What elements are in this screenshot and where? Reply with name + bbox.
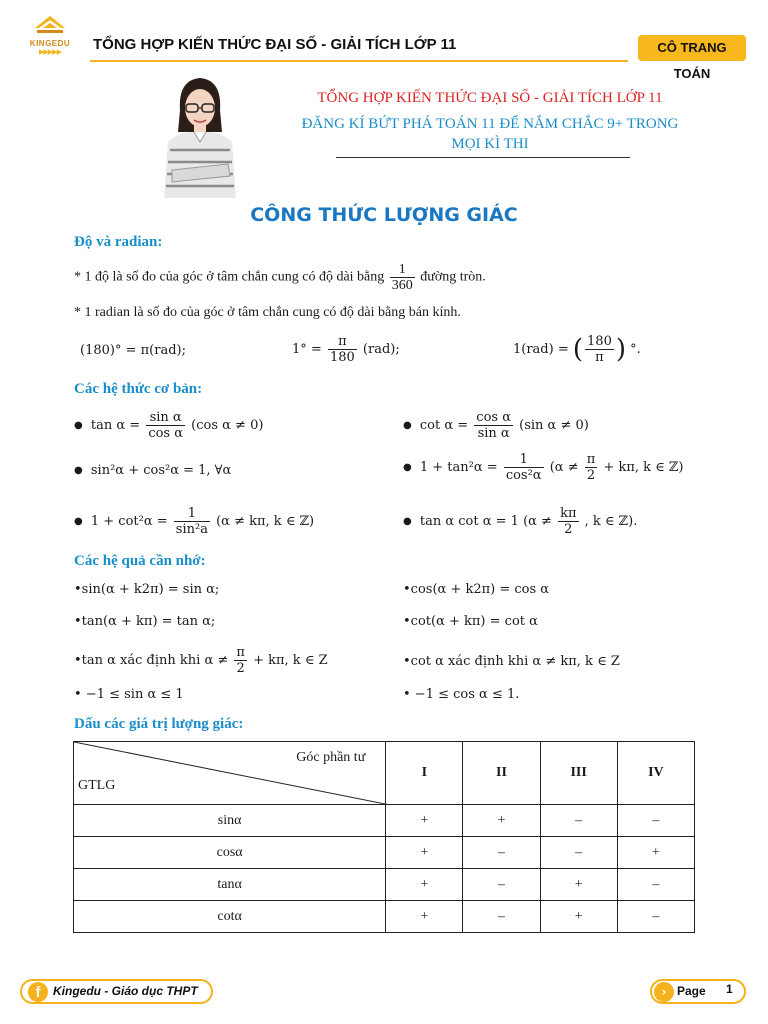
intro-subtitle-line1: ĐĂNG KÍ BỨT PHÁ TOÁN 11 ĐỂ NẮM CHẮC 9+ TRONG bbox=[301, 116, 679, 132]
frac-num: 1 bbox=[504, 452, 544, 468]
corollary-sin-range: • −1 ≤ sin α ≤ 1 bbox=[74, 687, 184, 702]
sign-cell: + bbox=[463, 805, 540, 837]
table-row bbox=[74, 837, 695, 869]
fraction-1-360 bbox=[390, 262, 415, 293]
sign-cell: – bbox=[463, 869, 540, 901]
f3-post: °. bbox=[630, 342, 641, 357]
row-label: tanα bbox=[74, 869, 386, 901]
facebook-link[interactable] bbox=[20, 979, 213, 1004]
facebook-text: Kingedu - Giáo dục THPT bbox=[53, 984, 198, 998]
bullet-icon: ● bbox=[403, 420, 412, 431]
frac-den: 2 bbox=[586, 468, 596, 483]
intro-subtitle bbox=[260, 114, 720, 154]
cot-cond: (sin α ≠ 0) bbox=[519, 418, 589, 433]
corollary-cot-domain: •cot α xác định khi α ≠ kπ, k ∈ Z bbox=[403, 654, 620, 669]
fraction-1-sin2 bbox=[174, 506, 210, 537]
tansq-pre: 1 + tan²α = bbox=[419, 460, 498, 475]
sign-cell: – bbox=[540, 837, 617, 869]
frac-den: 360 bbox=[391, 278, 413, 293]
page-number: 1 bbox=[726, 982, 733, 996]
sign-cell: – bbox=[540, 805, 617, 837]
frac-den: 180 bbox=[329, 350, 355, 365]
page-label: Page bbox=[677, 984, 706, 998]
tansq-cond-post: + kπ, k ∈ ℤ) bbox=[603, 460, 684, 475]
formula-180-deg: (180)° = π(rad); bbox=[80, 343, 186, 358]
frac-num: kπ bbox=[560, 506, 577, 521]
tan-domain-pre: •tan α xác định khi α ≠ bbox=[74, 653, 229, 668]
column-header: III bbox=[540, 742, 617, 805]
f3-pre: 1(rad) = bbox=[513, 342, 569, 357]
row-label: sinα bbox=[74, 805, 386, 837]
tan-pre: tan α = bbox=[90, 418, 141, 433]
cotsq-pre: 1 + cot²α = bbox=[90, 514, 168, 529]
logo-text: KINGEDU bbox=[29, 39, 71, 48]
sign-cell: – bbox=[617, 901, 694, 933]
bullet-icon: ● bbox=[74, 516, 83, 527]
heading-sign-table: Dấu các giá trị lượng giác: bbox=[74, 716, 244, 732]
corner-gtlg-label: GTLG bbox=[78, 778, 116, 793]
fraction-pi-2 bbox=[234, 645, 247, 676]
frac-num: 180 bbox=[587, 334, 612, 349]
row-label: cosα bbox=[74, 837, 386, 869]
table-corner-cell bbox=[74, 742, 386, 805]
tancot-post: , k ∈ ℤ). bbox=[584, 514, 638, 529]
sign-cell: + bbox=[540, 901, 617, 933]
f2-pre: 1° = bbox=[292, 342, 322, 357]
sign-cell: + bbox=[540, 869, 617, 901]
frac-num: 1 bbox=[390, 262, 415, 278]
identity-tan bbox=[74, 410, 263, 441]
identity-pythagorean bbox=[74, 463, 231, 478]
frac-den: 2 bbox=[236, 661, 245, 676]
column-header: I bbox=[386, 742, 463, 805]
fraction-180-pi bbox=[585, 334, 614, 365]
fraction-kpi-2 bbox=[558, 506, 578, 537]
frac-den: sin α bbox=[477, 426, 510, 441]
intro-underline bbox=[336, 157, 630, 158]
f2-post: (rad); bbox=[362, 342, 400, 357]
corollary-sin-period: •sin(α + k2π) = sin α; bbox=[74, 582, 220, 597]
cotsq-cond: (α ≠ kπ, k ∈ ℤ) bbox=[216, 514, 315, 529]
degree-def-end: đường tròn. bbox=[420, 269, 486, 285]
degree-definition bbox=[74, 262, 486, 293]
bullet-icon: ● bbox=[403, 462, 412, 473]
identity-tan-sq bbox=[403, 452, 684, 483]
radian-definition: * 1 radian là số đo của góc ở tâm chắn cung có độ dài bằng bán kính. bbox=[74, 305, 461, 320]
teacher-badge: CÔ TRANG TOÁN bbox=[638, 35, 746, 61]
crown-icon bbox=[33, 14, 67, 38]
paren-left: ( bbox=[572, 334, 584, 365]
kingedu-logo bbox=[22, 14, 78, 66]
table-header-row bbox=[74, 742, 695, 805]
sign-table bbox=[73, 741, 695, 933]
fraction-cos-sin bbox=[474, 410, 513, 441]
frac-den: sin²a bbox=[175, 522, 208, 537]
bullet-icon: ● bbox=[74, 465, 83, 476]
header-divider bbox=[90, 60, 628, 62]
corollary-tan-domain bbox=[74, 645, 328, 676]
corollary-cos-range: • −1 ≤ cos α ≤ 1. bbox=[403, 687, 520, 702]
intro-subtitle-line2: MỌI KÌ THI bbox=[451, 136, 529, 152]
degree-def-text: * 1 độ là số đo của góc ở tâm chắn cung có độ dài bằng bbox=[74, 269, 385, 285]
frac-num: sin α bbox=[146, 410, 185, 426]
facebook-icon: f bbox=[28, 982, 48, 1002]
frac-den: cos²α bbox=[505, 468, 542, 483]
sign-cell: – bbox=[463, 901, 540, 933]
identity-cot-sq bbox=[74, 506, 314, 537]
bullet-icon: ● bbox=[403, 516, 412, 527]
table-row bbox=[74, 901, 695, 933]
heading-degree-radian: Độ và radian: bbox=[74, 234, 163, 250]
fraction-1-cos2 bbox=[504, 452, 544, 483]
frac-den: π bbox=[595, 350, 604, 365]
corollary-tan-period: •tan(α + kπ) = tan α; bbox=[74, 614, 216, 629]
sign-cell: – bbox=[617, 805, 694, 837]
sign-cell: + bbox=[617, 837, 694, 869]
pythagorean-text: sin²α + cos²α = 1, ∀α bbox=[90, 463, 232, 478]
sign-cell: – bbox=[617, 869, 694, 901]
frac-den: cos α bbox=[148, 426, 184, 441]
tancot-pre: tan α cot α = 1 (α ≠ bbox=[419, 514, 552, 529]
tansq-cond-pre: (α ≠ bbox=[549, 460, 579, 475]
frac-num: π bbox=[586, 452, 596, 467]
page-header bbox=[0, 0, 768, 81]
heading-corollaries: Các hệ quả cần nhớ: bbox=[74, 553, 206, 569]
table-row bbox=[74, 869, 695, 901]
fraction-sin-cos bbox=[146, 410, 185, 441]
row-label: cotα bbox=[74, 901, 386, 933]
header-title: TỔNG HỢP KIẾN THỨC ĐẠI SỐ - GIẢI TÍCH LỚP 11 bbox=[93, 36, 457, 53]
sign-cell: + bbox=[386, 901, 463, 933]
fraction-pi-2 bbox=[585, 452, 598, 483]
column-header: IV bbox=[617, 742, 694, 805]
logo-arrows-icon: ▶▶▶▶▶ bbox=[39, 48, 61, 56]
formula-1-deg bbox=[292, 334, 400, 365]
table-row bbox=[74, 805, 695, 837]
teacher-photo bbox=[150, 70, 250, 198]
heading-basic-identities: Các hệ thức cơ bản: bbox=[74, 381, 203, 397]
formula-1-rad bbox=[513, 334, 641, 365]
frac-num: π bbox=[328, 334, 357, 350]
sign-cell: + bbox=[386, 805, 463, 837]
frac-num: 1 bbox=[174, 506, 210, 522]
paren-right: ) bbox=[615, 334, 627, 365]
page-indicator bbox=[650, 979, 746, 1004]
corollary-cot-period: •cot(α + kπ) = cot α bbox=[403, 614, 538, 629]
sign-cell: + bbox=[386, 869, 463, 901]
page-footer bbox=[0, 976, 768, 1024]
bullet-icon: ● bbox=[74, 420, 83, 431]
sign-cell: + bbox=[386, 837, 463, 869]
corner-quadrant-label: Góc phần tư bbox=[296, 750, 366, 765]
column-header: II bbox=[463, 742, 540, 805]
tan-cond: (cos α ≠ 0) bbox=[191, 418, 264, 433]
tan-domain-post: + kπ, k ∈ Z bbox=[253, 653, 328, 668]
sign-cell: – bbox=[463, 837, 540, 869]
frac-num: π bbox=[236, 645, 245, 660]
frac-num: cos α bbox=[476, 410, 511, 425]
cot-pre: cot α = bbox=[419, 418, 469, 433]
corollary-cos-period: •cos(α + k2π) = cos α bbox=[403, 582, 550, 597]
identity-tan-cot bbox=[403, 506, 637, 537]
chevron-right-icon: › bbox=[654, 982, 674, 1002]
main-title: CÔNG THỨC LƯỢNG GIÁC bbox=[250, 204, 518, 226]
fraction-pi-180 bbox=[328, 334, 357, 365]
identity-cot bbox=[403, 410, 589, 441]
frac-den: 2 bbox=[564, 522, 573, 537]
intro-title: TỔNG HỢP KIẾN THỨC ĐẠI SỐ - GIẢI TÍCH LỚP 11 bbox=[317, 90, 663, 106]
